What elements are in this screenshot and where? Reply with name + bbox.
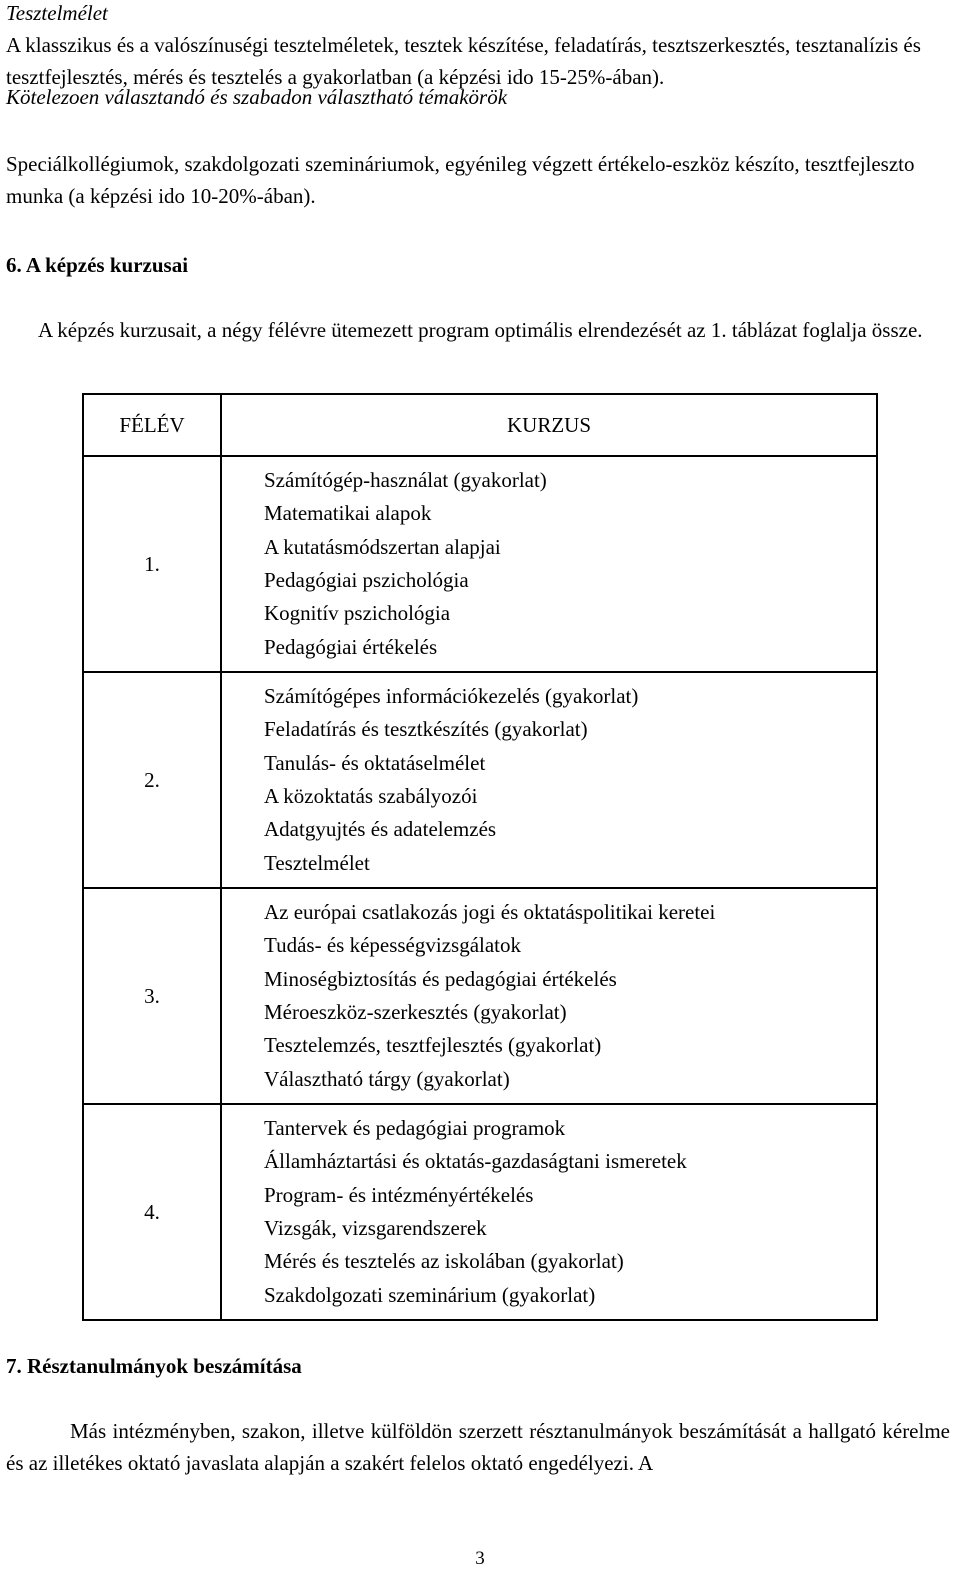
- course-list: [264, 464, 876, 664]
- course-item: Pedagógiai értékelés: [264, 634, 438, 659]
- course-item: Tanulás- és oktatáselmélet: [264, 750, 486, 775]
- course-cell: [221, 672, 877, 888]
- paragraph-temakorok: Speciálkollégiumok, szakdolgozati szemináriumok, egyénileg végzett értékelo-eszköz készíto, tesztfejleszto munka (a képzési ido 10-20%-ában).: [6, 152, 915, 208]
- table-row-semester-2: [83, 672, 877, 888]
- course-item: Szakdolgozati szeminárium (gyakorlat): [264, 1282, 596, 1307]
- table-row-semester-1: [83, 456, 877, 672]
- semester-cell: 1.: [83, 456, 221, 672]
- table-header-row: [83, 394, 877, 456]
- table-row-semester-4: [83, 1104, 877, 1320]
- course-item: Kognitív pszichológia: [264, 601, 451, 626]
- section-6-paragraph: A képzés kurzusait, a négy félévre ütemezett program optimális elrendezését az 1. táblázat foglalja össze.: [38, 318, 923, 342]
- heading-tesztelmelet: Tesztelmélet: [6, 1, 108, 25]
- course-item: Tantervek és pedagógiai programok: [264, 1116, 566, 1141]
- course-item: Program- és intézményértékelés: [264, 1182, 534, 1207]
- course-table: [82, 393, 878, 1321]
- header-course: KURZUS: [221, 394, 877, 456]
- paragraph-tesztelmelet: A klasszikus és a valószínuségi tesztelméletek, tesztek készítése, feladatírás, tesztszerkesztés, tesztanalízis és tesztfejlesztés, mérés és tesztelés a gyakorlatban (a képzési ido 15-25%-ában).: [6, 33, 921, 89]
- course-item: Tudás- és képességvizsgálatok: [264, 933, 522, 958]
- course-item: Méroeszköz-szerkesztés (gyakorlat): [264, 1000, 567, 1024]
- course-item: Tesztelemzés, tesztfejlesztés (gyakorlat): [264, 1033, 602, 1058]
- course-item: Államháztartási és oktatás-gazdaságtani ismeretek: [264, 1149, 687, 1174]
- section-7-title: 7. Résztanulmányok beszámítása: [6, 1354, 302, 1378]
- course-list: [264, 680, 876, 880]
- course-cell: [221, 1104, 877, 1320]
- course-item: Számítógépes információkezelés (gyakorlat): [264, 684, 639, 709]
- course-item: Pedagógiai pszichológia: [264, 568, 469, 592]
- course-item: Az európai csatlakozás jogi és oktatáspolitikai keretei: [264, 900, 716, 925]
- course-item: A kutatásmódszertan alapjai: [264, 534, 501, 559]
- course-cell: [221, 456, 877, 672]
- course-item: Választható tárgy (gyakorlat): [264, 1066, 510, 1091]
- heading-temakorok: Kötelezoen választandó és szabadon választható témakörök: [6, 85, 508, 109]
- course-item: Vizsgák, vizsgarendszerek: [264, 1216, 487, 1240]
- semester-cell: 2.: [83, 672, 221, 888]
- page-number: 3: [475, 1548, 485, 1569]
- course-item: Mérés és tesztelés az iskolában (gyakorlat): [264, 1249, 624, 1274]
- header-semester: FÉLÉV: [83, 394, 221, 456]
- course-item: Matematikai alapok: [264, 501, 432, 526]
- course-item: Számítógép-használat (gyakorlat): [264, 468, 547, 493]
- section-6-title: 6. A képzés kurzusai: [6, 253, 189, 277]
- course-item: A közoktatás szabályozói: [264, 784, 478, 808]
- course-cell: [221, 888, 877, 1104]
- course-list: [264, 1112, 876, 1312]
- semester-cell: 4.: [83, 1104, 221, 1320]
- section-7-paragraph: Más intézményben, szakon, illetve külföldön szerzett résztanulmányok beszámítását a hallgató kérelme és az illetékes oktató javaslata alapján a szakért felelos oktató engedélyezi. A: [6, 1419, 950, 1475]
- course-item: Adatgyujtés és adatelemzés: [264, 817, 497, 842]
- course-item: Tesztelmélet: [264, 850, 370, 875]
- course-list: [264, 896, 876, 1096]
- course-item: Minoségbiztosítás és pedagógiai értékelés: [264, 966, 617, 991]
- table-row-semester-3: [83, 888, 877, 1104]
- semester-cell: 3.: [83, 888, 221, 1104]
- course-item: Feladatírás és tesztkészítés (gyakorlat): [264, 717, 588, 742]
